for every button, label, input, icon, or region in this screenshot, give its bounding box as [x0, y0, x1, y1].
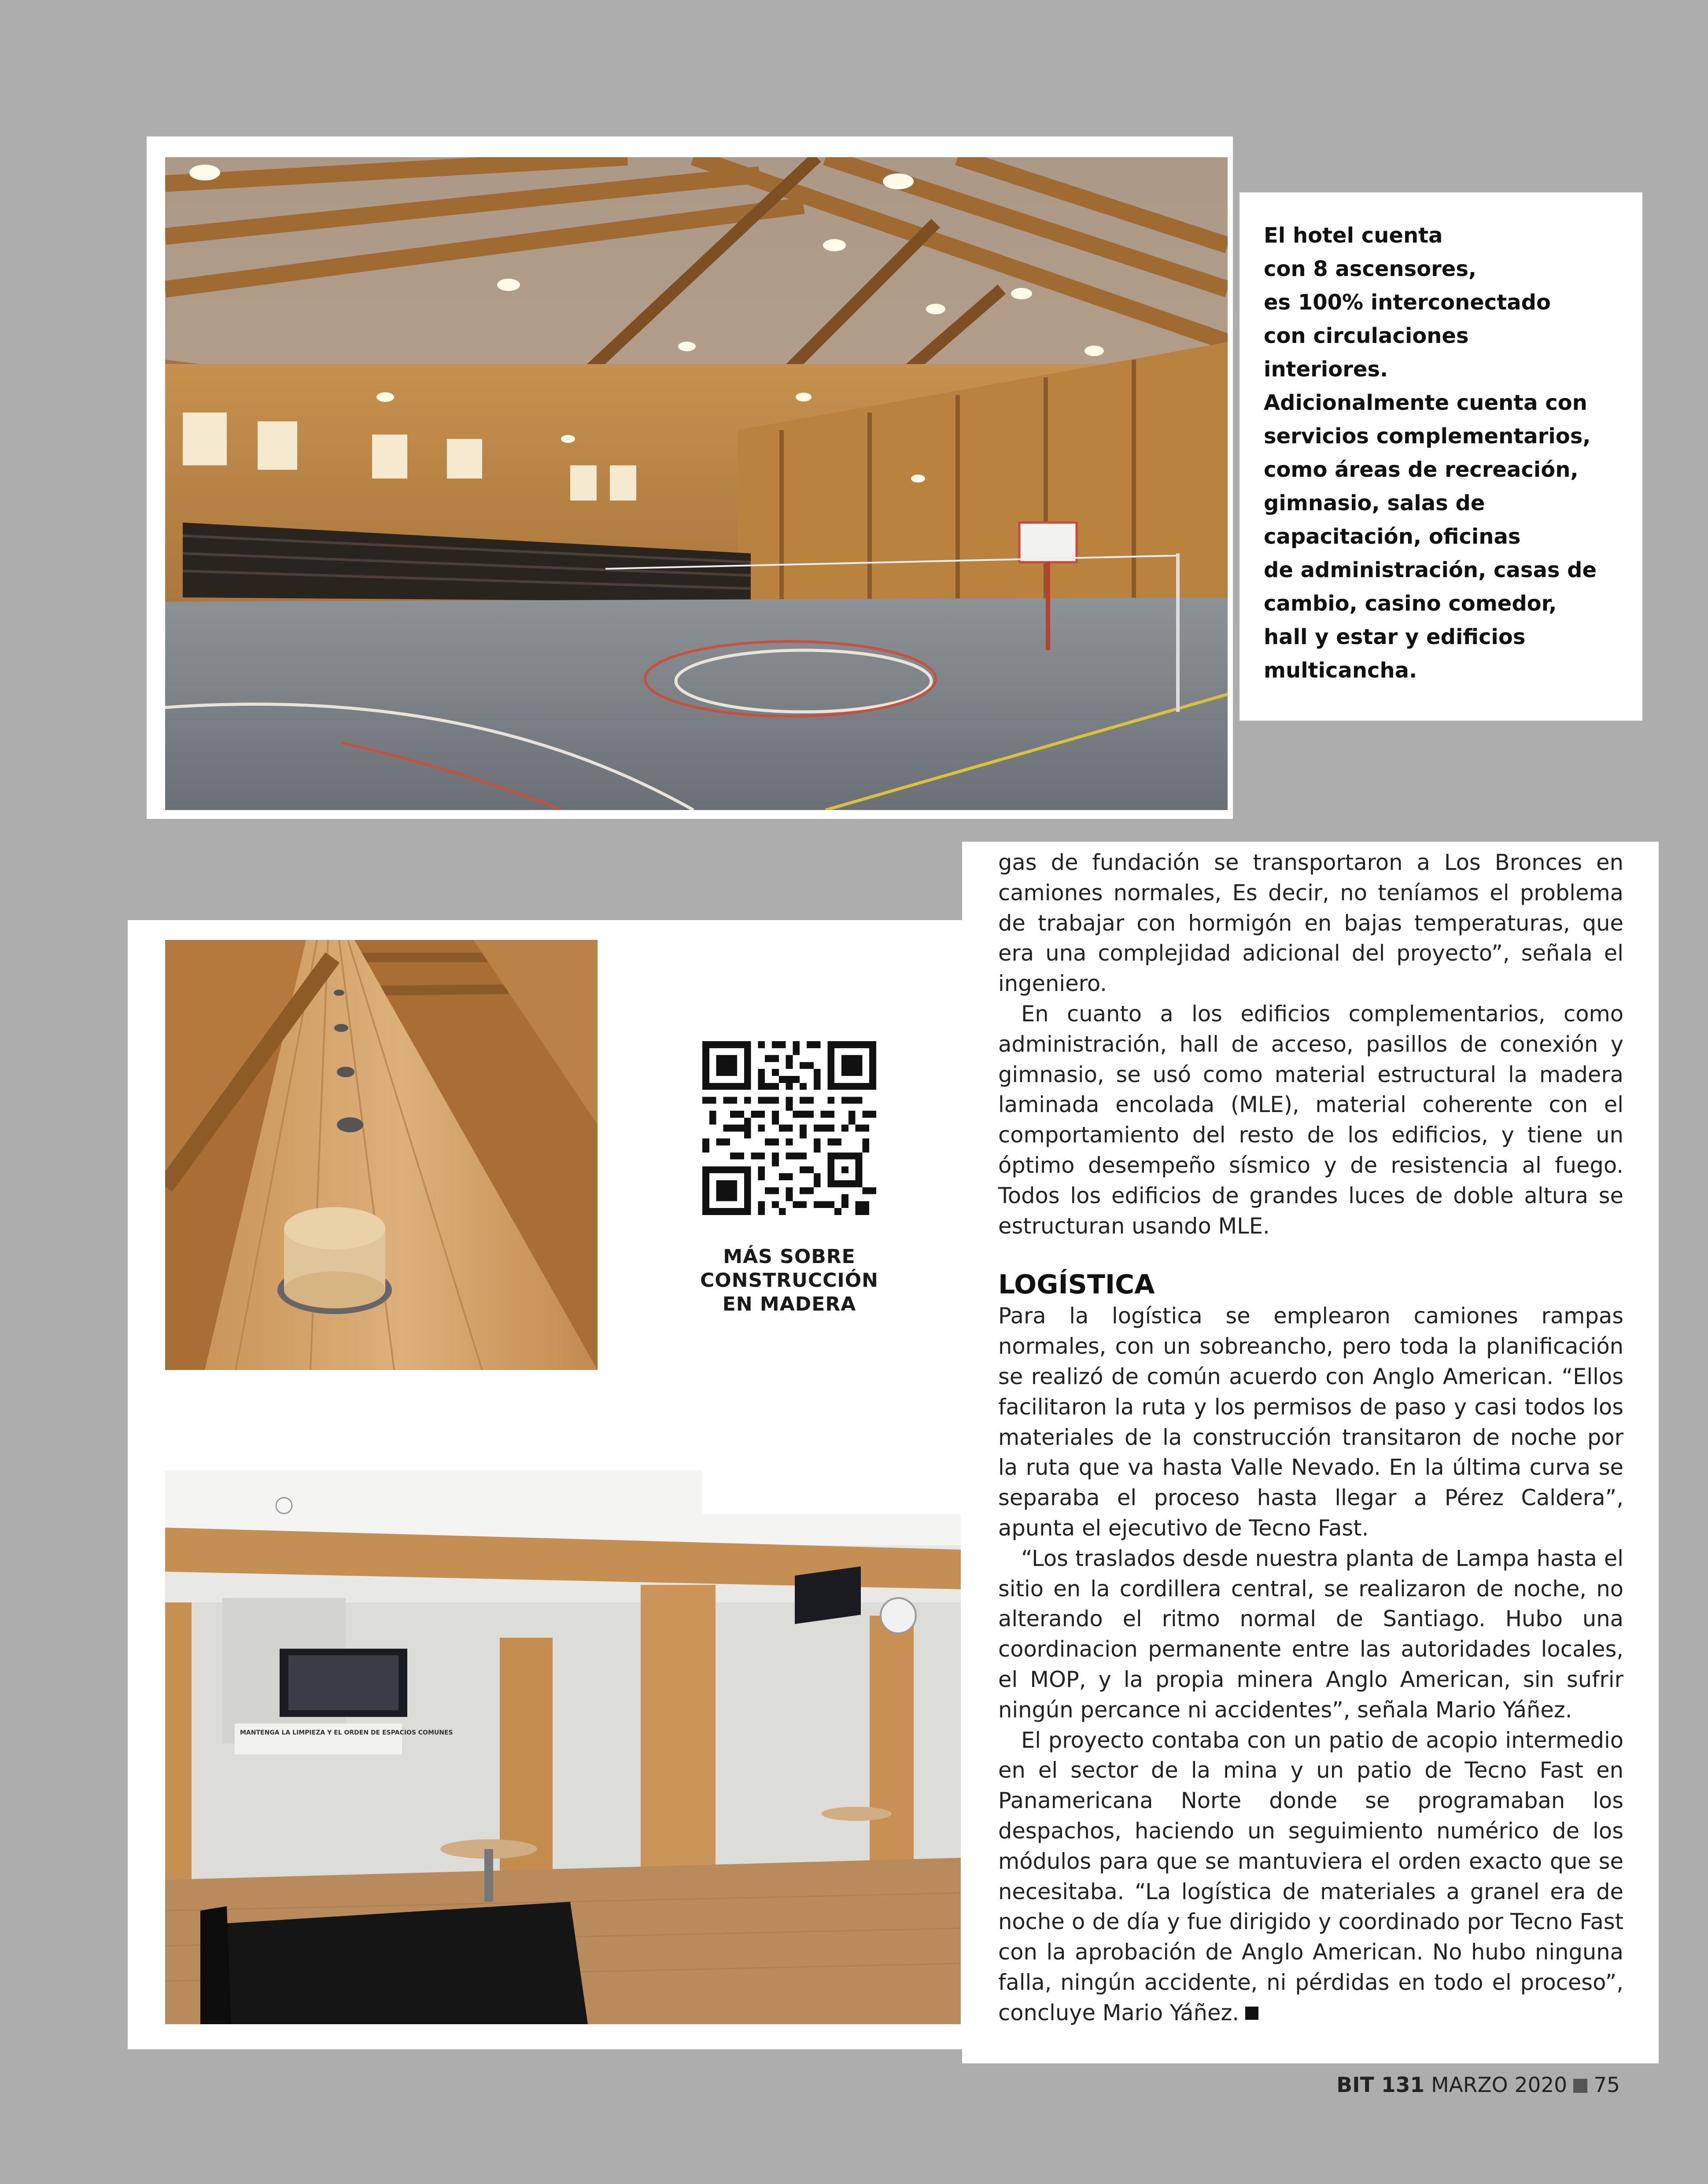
qr-label-line: EN MADERA [722, 1293, 856, 1315]
article-body [998, 847, 1623, 2028]
caption-line: El hotel cuenta [1264, 223, 1443, 248]
caption-line: como áreas de recreación, [1264, 457, 1579, 482]
lobby-photo [165, 1470, 961, 2024]
separator-square-icon [1573, 2079, 1587, 2093]
issue-date: MARZO 2020 [1431, 2073, 1568, 2097]
article-paragraph: gas de fundación se transportaron a Los Bronces en camiones normales, Es decir, no teníamos el problema de trabajar con hormigón en bajas temperaturas, que era una complejidad adicional del proyecto”, señala el ingeniero. [998, 850, 1623, 997]
end-square-icon [1245, 2007, 1258, 2020]
photo-caption [1264, 219, 1598, 687]
article-paragraph: Para la logística se emplearon camiones rampas normales, con un sobreancho, pero toda la planificación se realizó de común acuerdo con Anglo American. “Ellos facilitaron la ruta y los permisos de paso y casi todos los materiales de la construcción transitaron de noche por la ruta que va hasta Valle Nevado. En la última curva se separaba el proceso hasta llegar a Pérez Caldera”, apunta el ejecutivo de Tecno Fast. [998, 1303, 1623, 1541]
gym-photo [165, 157, 1228, 810]
magazine-issue: BIT 131 [1336, 2073, 1425, 2097]
caption-line: cambio, casino comedor, [1264, 591, 1557, 616]
caption-line: multicancha. [1264, 658, 1417, 683]
article-paragraph: “Los traslados desde nuestra planta de Lampa hasta el sitio en la cordillera central, se realizaron de noche, no alterando el ritmo normal de Santiago. Hubo una coordinacion permanente entre las autoridades locales, el MOP, y la propia minera Anglo American, sin sufrir ningún percance ni accidentes”, señala Mario Yáñez. [998, 1545, 1623, 1723]
qr-code[interactable] [702, 1041, 876, 1215]
section-heading: LOGÍSTICA [998, 1269, 1155, 1300]
qr-label [669, 1245, 909, 1316]
caption-line: gimnasio, salas de [1264, 491, 1485, 516]
qr-label-line: MÁS SOBRE [723, 1245, 856, 1268]
caption-line: hall y estar y edificios [1264, 625, 1526, 649]
article-paragraph-text: El proyecto contaba con un patio de acopio intermedio en el sector de la mina y un patio de Tecno Fast en Panamericana Norte donde se programaban los despachos, haciendo un seguimiento numérico de los módulos para que se mantuviera el orden exacto que se necesitaba. “La logística de materiales a granel era de noche o de día y fue dirigido y coordinado por Tecno Fast con la aprobación de Anglo American. No hubo ninguna falla, ningún accidente, ni pérdidas en todo el proceso”, concluye Mario Yáñez. [998, 1727, 1623, 2026]
page-footer [1336, 2072, 1620, 2099]
caption-line: capacitación, oficinas [1264, 524, 1521, 549]
lobby-sign-text: MANTENGA LA LIMPIEZA Y EL ORDEN DE ESPACIOS COMUNES [240, 1729, 453, 1736]
qr-label-line: CONSTRUCCIÓN [700, 1269, 878, 1292]
caption-line: servicios complementarios, [1264, 424, 1591, 449]
caption-line: es 100% interconectado [1264, 290, 1551, 315]
caption-line: Adicionalmente cuenta con [1264, 390, 1587, 415]
page-number: 75 [1594, 2073, 1620, 2097]
caption-line: con 8 ascensores, [1264, 257, 1477, 281]
article-paragraph: En cuanto a los edificios complementarios, como administración, hall de acceso, pasillos de conexión y gimnasio, se usó como material estructural la madera laminada encolada (MLE), material coherente con el comportamiento del resto de los edificios, y tiene un óptimo desempeño sísmico y de resistencia al fuego. Todos los edificios de grandes luces de doble altura se estructuran usando MLE. [998, 1001, 1623, 1239]
article-paragraph-last [998, 1725, 1623, 2028]
wood-beam-photo [165, 940, 598, 1370]
caption-line: de administración, casas de [1264, 558, 1597, 582]
caption-line: con circulaciones interiores. [1264, 324, 1469, 382]
